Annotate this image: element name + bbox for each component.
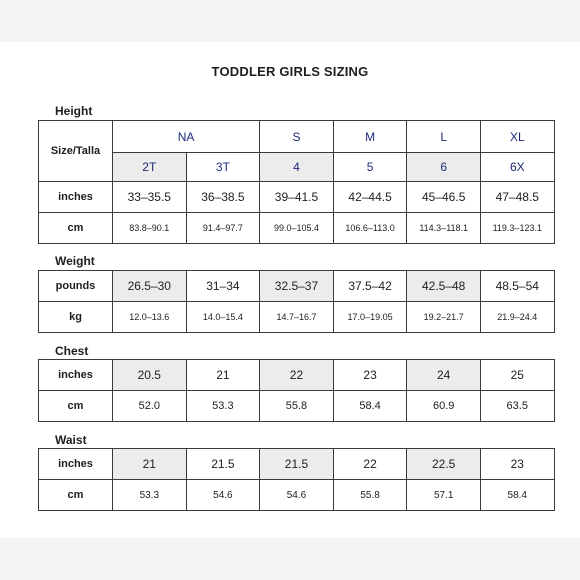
table-row <box>39 480 555 511</box>
group-header-na: NA <box>113 121 260 153</box>
table-cell: 55.8 <box>333 480 407 511</box>
table-cell: 33–35.5 <box>113 182 187 213</box>
size-header-4: 4 <box>260 153 334 182</box>
table-cell: 114.3–118.1 <box>407 213 481 244</box>
table-row <box>39 213 555 244</box>
table-cell: 36–38.5 <box>186 182 260 213</box>
table-cell: 26.5–30 <box>113 271 187 302</box>
table-cell: 45–46.5 <box>407 182 481 213</box>
row-label: cm <box>39 213 113 244</box>
group-header-xl: XL <box>480 121 554 153</box>
row-label: inches <box>39 360 113 391</box>
row-label: cm <box>39 391 113 422</box>
table-cell: 37.5–42 <box>333 271 407 302</box>
table-cell: 42–44.5 <box>333 182 407 213</box>
table-cell: 17.0–19.05 <box>333 302 407 333</box>
table-cell: 39–41.5 <box>260 182 334 213</box>
table-row <box>39 182 555 213</box>
table-cell: 12.0–13.6 <box>113 302 187 333</box>
section-label-height: Height <box>55 104 93 118</box>
group-header-s: S <box>260 121 334 153</box>
table-cell: 52.0 <box>113 391 187 422</box>
table-cell: 14.0–15.4 <box>186 302 260 333</box>
table-cell: 23 <box>480 449 554 480</box>
chest-table <box>38 359 555 422</box>
group-header-l: L <box>407 121 481 153</box>
table-cell: 63.5 <box>480 391 554 422</box>
table-cell: 23 <box>333 360 407 391</box>
table-row <box>39 449 555 480</box>
section-label-waist: Waist <box>55 433 87 447</box>
table-cell: 21.9–24.4 <box>480 302 554 333</box>
table-cell: 14.7–16.7 <box>260 302 334 333</box>
table-cell: 21.5 <box>260 449 334 480</box>
row-label: kg <box>39 302 113 333</box>
weight-table <box>38 270 555 333</box>
table-cell: 58.4 <box>480 480 554 511</box>
table-cell: 42.5–48 <box>407 271 481 302</box>
size-talla-header: Size/Talla <box>39 121 113 182</box>
size-header-6x: 6X <box>480 153 554 182</box>
table-row <box>39 360 555 391</box>
table-cell: 21.5 <box>186 449 260 480</box>
table-cell: 53.3 <box>113 480 187 511</box>
table-cell: 21 <box>186 360 260 391</box>
table-row <box>39 271 555 302</box>
table-row <box>39 302 555 333</box>
waist-table <box>38 448 555 511</box>
section-label-weight: Weight <box>55 254 95 268</box>
table-cell: 19.2–21.7 <box>407 302 481 333</box>
row-label: inches <box>39 449 113 480</box>
table-cell: 53.3 <box>186 391 260 422</box>
table-cell: 91.4–97.7 <box>186 213 260 244</box>
table-cell: 99.0–105.4 <box>260 213 334 244</box>
table-cell: 58.4 <box>333 391 407 422</box>
section-label-chest: Chest <box>55 344 89 358</box>
table-cell: 20.5 <box>113 360 187 391</box>
size-header-3t: 3T <box>186 153 260 182</box>
size-header-2t: 2T <box>113 153 187 182</box>
table-cell: 119.3–123.1 <box>480 213 554 244</box>
table-cell: 83.8–90.1 <box>113 213 187 244</box>
table-cell: 106.6–113.0 <box>333 213 407 244</box>
table-cell: 22 <box>333 449 407 480</box>
table-cell: 22 <box>260 360 334 391</box>
table-cell: 60.9 <box>407 391 481 422</box>
table-cell: 22.5 <box>407 449 481 480</box>
table-cell: 31–34 <box>186 271 260 302</box>
table-cell: 57.1 <box>407 480 481 511</box>
row-label: pounds <box>39 271 113 302</box>
row-label: cm <box>39 480 113 511</box>
table-cell: 21 <box>113 449 187 480</box>
table-cell: 54.6 <box>260 480 334 511</box>
table-cell: 48.5–54 <box>480 271 554 302</box>
table-cell: 24 <box>407 360 481 391</box>
row-label: inches <box>39 182 113 213</box>
table-cell: 54.6 <box>186 480 260 511</box>
table-cell: 55.8 <box>260 391 334 422</box>
table-cell: 32.5–37 <box>260 271 334 302</box>
size-header-6: 6 <box>407 153 481 182</box>
table-cell: 25 <box>480 360 554 391</box>
size-header-5: 5 <box>333 153 407 182</box>
height-table <box>38 120 555 244</box>
table-cell: 47–48.5 <box>480 182 554 213</box>
page-title: TODDLER GIRLS SIZING <box>211 64 369 79</box>
table-row <box>39 391 555 422</box>
group-header-m: M <box>333 121 407 153</box>
